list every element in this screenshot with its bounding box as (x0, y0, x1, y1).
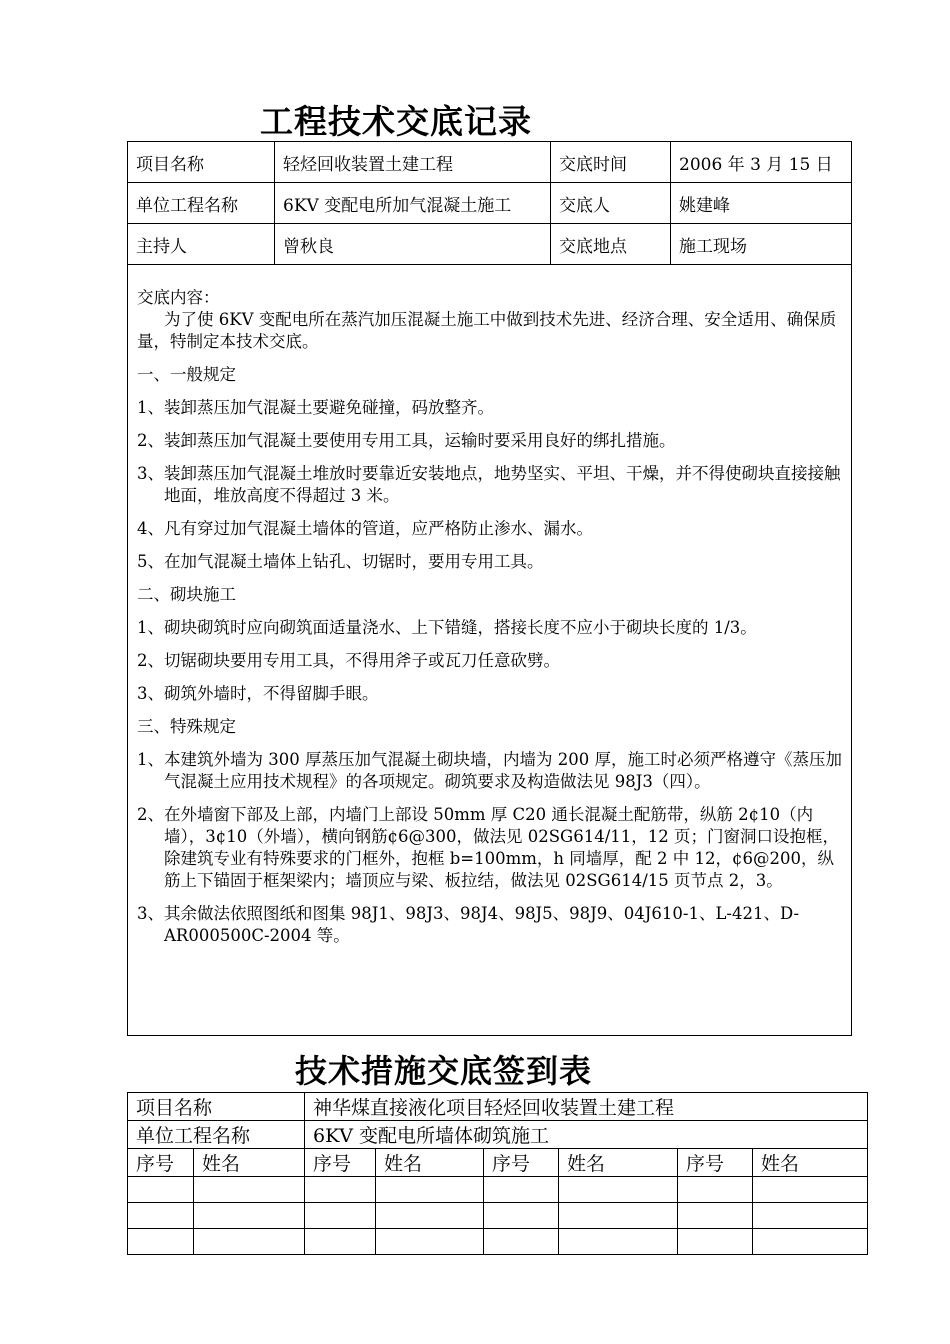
blank-cell[interactable] (194, 1177, 305, 1203)
header-no: 序号 (305, 1149, 376, 1177)
signin-title: 技术措施交底签到表 (295, 1052, 593, 1090)
value-location: 施工现场 (671, 224, 852, 265)
list-item: 1、砌块砌筑时应向砌筑面适量浇水、上下错缝，搭接长度不应小于砌块长度的 1/3。 (137, 618, 757, 637)
list-item: 3、砌筑外墙时，不得留脚手眼。 (137, 684, 379, 703)
signin-project-label: 项目名称 (128, 1093, 305, 1121)
list-item: 3、装卸蒸压加气混凝土堆放时要靠近安装地点，地势坚实、平坦、干燥，并不得使砌块直接接触地面，堆放高度不得超过 3 米。 (137, 464, 841, 505)
blank-cell[interactable] (753, 1177, 868, 1203)
blank-cell[interactable] (376, 1203, 484, 1229)
blank-cell[interactable] (128, 1177, 194, 1203)
header-name: 姓名 (753, 1149, 868, 1177)
header-name: 姓名 (376, 1149, 484, 1177)
label-project-name: 项目名称 (128, 142, 275, 183)
value-project-name: 轻烃回收装置土建工程 (275, 142, 551, 183)
value-date: 2006 年 3 月 15 日 (671, 142, 852, 183)
blank-cell[interactable] (559, 1229, 678, 1255)
blank-cell[interactable] (678, 1203, 753, 1229)
label-location: 交底地点 (551, 224, 671, 265)
signin-unit-label: 单位工程名称 (128, 1121, 305, 1149)
record-table (127, 141, 852, 1036)
header-no: 序号 (484, 1149, 559, 1177)
table-row (128, 1229, 868, 1255)
record-row-host (128, 224, 852, 265)
table-row (128, 1203, 868, 1229)
blank-cell[interactable] (753, 1229, 868, 1255)
blank-cell[interactable] (305, 1229, 376, 1255)
header-no: 序号 (128, 1149, 194, 1177)
record-row-project (128, 142, 852, 183)
header-name: 姓名 (194, 1149, 305, 1177)
section-title: 二、砌块施工 (137, 585, 236, 604)
blank-cell[interactable] (678, 1177, 753, 1203)
blank-cell[interactable] (305, 1177, 376, 1203)
list-item: 2、在外墙窗下部及上部，内墙门上部设 50mm 厚 C20 通长混凝土配筋带，纵筋 2¢10（内墙），3¢10（外墙），横向钢筋¢6@300，做法见 02SG614/11，12 页；门窗洞口设抱框，除建筑专业有特殊要求的门框外，抱框 b=100mm，h 同墙厚，配 2 中 12，¢6@200，纵筋上下锚固于框架梁内；墙顶应与梁、板拉结，做法见 02SG614/15 页节点 2，3。 (137, 805, 839, 890)
signin-table (127, 1092, 868, 1255)
signin-project-value: 神华煤直接液化项目轻烃回收装置土建工程 (305, 1093, 868, 1121)
list-item: 1、本建筑外墙为 300 厚蒸压加气混凝土砌块墙，内墙为 200 厚，施工时必须严格遵守《蒸压加气混凝土应用技术规程》的各项规定。砌筑要求及构造做法见 98J3（四）。 (137, 750, 842, 791)
content-intro: 为了使 6KV 变配电所在蒸汽加压混凝土施工中做到技术先进、经济合理、安全适用、确保质量，特制定本技术交底。 (137, 310, 837, 351)
record-row-unit (128, 183, 852, 224)
section-title: 一、一般规定 (137, 365, 236, 384)
blank-cell[interactable] (128, 1229, 194, 1255)
list-item: 4、凡有穿过加气混凝土墙体的管道，应严格防止渗水、漏水。 (137, 519, 593, 538)
signin-unit-value: 6KV 变配电所墙体砌筑施工 (305, 1121, 868, 1149)
list-item: 3、其余做法依照图纸和图集 98J1、98J3、98J4、98J5、98J9、04J610-1、L-421、D-AR000500C-2004 等。 (137, 904, 800, 945)
list-item: 1、装卸蒸压加气混凝土要避免碰撞，码放整齐。 (137, 398, 494, 417)
blank-cell[interactable] (484, 1229, 559, 1255)
label-host: 主持人 (128, 224, 275, 265)
list-item: 2、装卸蒸压加气混凝土要使用专用工具，运输时要采用良好的绑扎措施。 (137, 431, 676, 450)
section-title: 三、特殊规定 (137, 717, 236, 736)
signin-header-row (128, 1149, 868, 1177)
content-heading: 交底内容： (137, 288, 220, 307)
signin-unit-row (128, 1121, 868, 1149)
blank-cell[interactable] (678, 1229, 753, 1255)
table-row (128, 1177, 868, 1203)
blank-cell[interactable] (128, 1203, 194, 1229)
label-date: 交底时间 (551, 142, 671, 183)
list-item: 5、在加气混凝土墙体上钻孔、切锯时，要用专用工具。 (137, 552, 544, 571)
blank-cell[interactable] (753, 1203, 868, 1229)
list-item: 2、切锯砌块要用专用工具，不得用斧子或瓦刀任意砍劈。 (137, 651, 560, 670)
blank-cell[interactable] (305, 1203, 376, 1229)
blank-cell[interactable] (484, 1203, 559, 1229)
blank-cell[interactable] (484, 1177, 559, 1203)
value-presenter: 姚建峰 (671, 183, 852, 224)
blank-cell[interactable] (194, 1229, 305, 1255)
content-cell (128, 265, 852, 1036)
blank-cell[interactable] (559, 1177, 678, 1203)
header-no: 序号 (678, 1149, 753, 1177)
record-title: 工程技术交底记录 (260, 102, 532, 141)
signin-project-row (128, 1093, 868, 1121)
blank-cell[interactable] (376, 1229, 484, 1255)
header-name: 姓名 (559, 1149, 678, 1177)
label-presenter: 交底人 (551, 183, 671, 224)
blank-cell[interactable] (559, 1203, 678, 1229)
value-host: 曾秋良 (275, 224, 551, 265)
label-unit-name: 单位工程名称 (128, 183, 275, 224)
value-unit-name: 6KV 变配电所加气混凝土施工 (275, 183, 551, 224)
blank-cell[interactable] (376, 1177, 484, 1203)
blank-cell[interactable] (194, 1203, 305, 1229)
